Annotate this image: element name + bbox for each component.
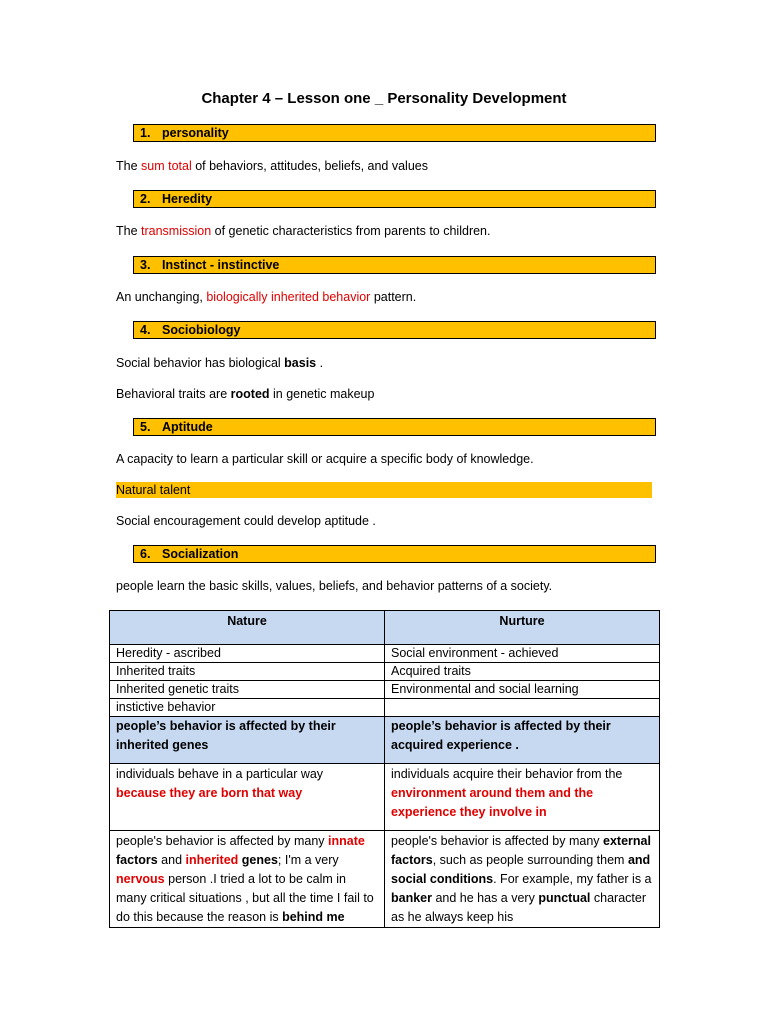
cell-nurture: Acquired traits [385, 663, 660, 681]
key-term: sum total [141, 159, 192, 173]
cell-nature: instictive behavior [110, 699, 385, 717]
definition-personality [116, 158, 676, 174]
definition-heredity [116, 223, 676, 239]
table-row [110, 831, 660, 928]
key-term: factors [116, 853, 158, 867]
cell-nature-way [110, 764, 385, 831]
cell-nurture [385, 699, 660, 717]
text: of behaviors, attitudes, beliefs, and values [191, 159, 428, 173]
text: . For example, my father is a [493, 872, 652, 886]
key-term: nervous [116, 872, 165, 886]
highlighted-note: Natural talent [116, 482, 652, 498]
text: in genetic makeup [269, 387, 375, 401]
section-number: 3. [140, 258, 151, 272]
nature-nurture-table [109, 610, 660, 928]
table-row [110, 764, 660, 831]
key-term: behind me [282, 910, 345, 924]
section-heading-instinct [133, 256, 656, 274]
section-label: Heredity [162, 192, 213, 206]
section-number: 1. [140, 126, 151, 140]
key-term: and social conditions [391, 853, 651, 886]
section-label: Instinct - instinctive [162, 258, 280, 272]
cell-nature: Heredity - ascribed [110, 645, 385, 663]
text: people's behavior is affected by many [391, 834, 604, 848]
table-row [110, 645, 660, 663]
table-row [110, 699, 660, 717]
key-term: biologically inherited behavior [206, 290, 371, 304]
section-label: Aptitude [162, 420, 213, 434]
cell-nature: Inherited genetic traits [110, 681, 385, 699]
text: person .I tried a lot to be calm in many critical situations , but all the time I fail to do this because the reason is [116, 872, 374, 924]
cell-nurture: Social environment - achieved [385, 645, 660, 663]
section-heading-socialization [133, 545, 656, 563]
key-term: punctual [538, 891, 591, 905]
text: Behavioral traits are [116, 387, 231, 401]
section-number: 4. [140, 323, 151, 337]
section-number: 6. [140, 547, 151, 561]
section-number: 5. [140, 420, 151, 434]
section-label: personality [162, 126, 229, 140]
text: , such as people surrounding them [432, 853, 628, 867]
table-row-summary [110, 717, 660, 764]
key-term: transmission [141, 224, 212, 238]
table-row [110, 681, 660, 699]
definition-sociobiology-2 [116, 386, 676, 402]
cell-nature-example [110, 831, 385, 928]
header-nurture: Nurture [385, 611, 660, 645]
text: individuals acquire their behavior from the [391, 767, 623, 781]
section-heading-sociobiology [133, 321, 656, 339]
text: The [116, 159, 142, 173]
definition-aptitude: A capacity to learn a particular skill or acquire a specific body of knowledge. [116, 452, 534, 466]
section-label: Sociobiology [162, 323, 241, 337]
section-label: Socialization [162, 547, 239, 561]
text: . [316, 356, 324, 370]
key-term: banker [391, 891, 432, 905]
section-heading-aptitude [133, 418, 656, 436]
text: An unchanging, [116, 290, 207, 304]
cell-nurture-way [385, 764, 660, 831]
text: and he has a very [432, 891, 539, 905]
header-nature: Nature [110, 611, 385, 645]
table-row [110, 663, 660, 681]
cell-nurture: Environmental and social learning [385, 681, 660, 699]
text: character as he always keep his [391, 891, 647, 924]
text: and [157, 853, 186, 867]
cell-nature-summary: people’s behavior is affected by their inherited genes [110, 717, 385, 764]
text: pattern. [370, 290, 417, 304]
key-term: rooted [230, 387, 270, 401]
text: people's behavior is affected by many [116, 834, 329, 848]
cell-nature: Inherited traits [110, 663, 385, 681]
definition-instinct [116, 289, 676, 305]
section-number: 2. [140, 192, 151, 206]
key-term: genes [238, 853, 278, 867]
cell-nurture-summary: people’s behavior is affected by their acquired experience . [385, 717, 660, 764]
definition-socialization: people learn the basic skills, values, beliefs, and behavior patterns of a society. [116, 579, 553, 593]
section-heading-personality [133, 124, 656, 142]
text: The [116, 224, 142, 238]
text: Social behavior has biological [116, 356, 285, 370]
text: ; I'm a very [277, 853, 339, 867]
key-term: inherited [185, 853, 239, 867]
key-term: innate [328, 834, 365, 848]
text: of genetic characteristics from parents to children. [211, 224, 491, 238]
cell-nurture-example [385, 831, 660, 928]
text: individuals behave in a particular way [116, 767, 324, 781]
key-term: basis [284, 356, 317, 370]
page-title: Chapter 4 – Lesson one _ Personality Development [201, 90, 567, 107]
section-heading-heredity [133, 190, 656, 208]
key-phrase: environment around them and the experience they involve in [391, 786, 594, 819]
key-phrase: because they are born that way [116, 786, 303, 800]
key-term: external factors [391, 834, 651, 867]
definition-sociobiology-1 [116, 355, 676, 371]
table-header-row [110, 611, 660, 645]
aptitude-note: Social encouragement could develop aptitude . [116, 514, 376, 528]
